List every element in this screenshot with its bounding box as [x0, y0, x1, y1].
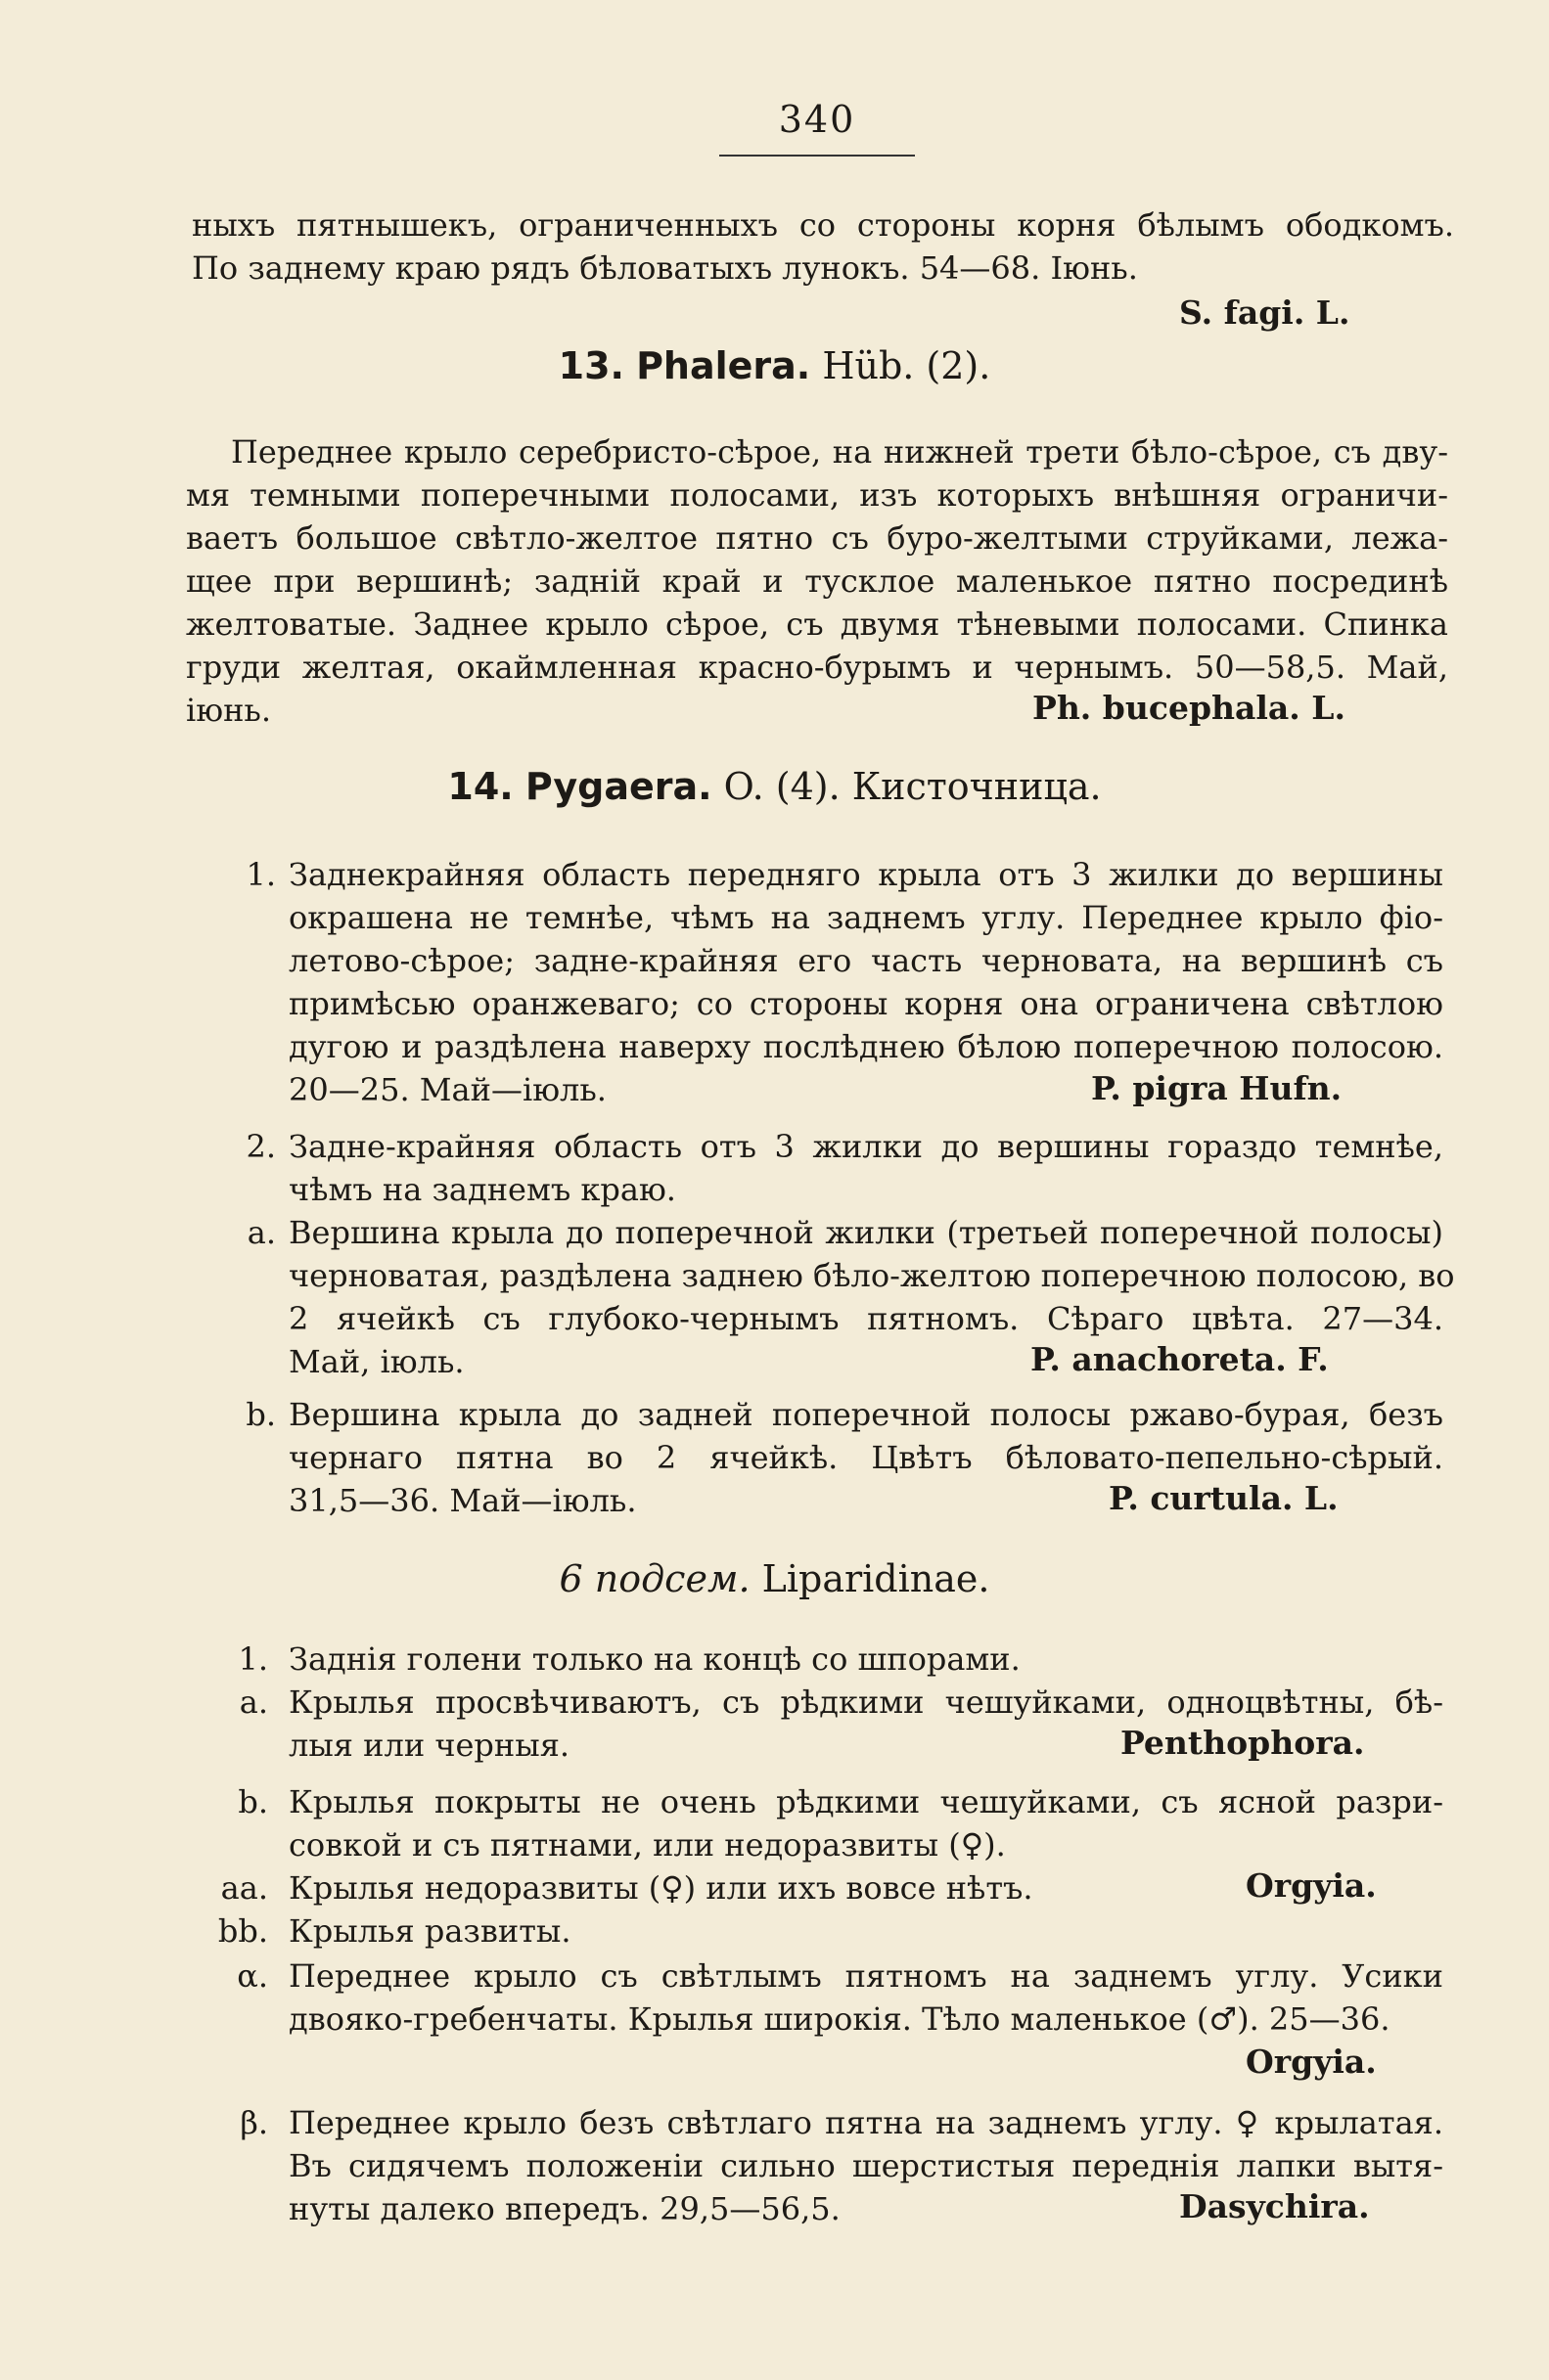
key-number: 1.	[238, 1640, 268, 1678]
species-name: P. pigra Hufn.	[1091, 1069, 1343, 1107]
text-line: Заднекрайняя область передняго крыла отъ 3 жилки до вершины	[289, 856, 1443, 893]
text-line: дугою и раздѣлена наверху послѣднею бѣлою поперечною полосою.	[289, 1028, 1443, 1065]
text-line: По заднему краю рядъ бѣловатыхъ лунокъ. 54—68. Іюнь.	[192, 249, 1138, 287]
key-number: β.	[240, 2104, 268, 2141]
phalera-description	[186, 430, 1448, 732]
text-line: іюнь.	[186, 692, 272, 729]
text-line: черноватая, раздѣлена заднею бѣло-желтою поперечною полосою, во	[289, 1257, 1455, 1294]
text-line: нуты далеко впередъ. 29,5—56,5.	[289, 2190, 841, 2227]
text-line: Крылья покрыты не очень рѣдкими чешуйками, съ ясной разри-	[289, 1783, 1443, 1820]
species-name: P. curtula. L.	[1109, 1479, 1339, 1517]
text-line: летово-сѣрое; задне-крайняя его часть черновата, на вершинѣ съ	[289, 942, 1443, 979]
genus-authority: O. (4). Кисточница.	[723, 765, 1102, 808]
text-line: чернаго пятна во 2 ячейкѣ. Цвѣтъ бѣловато-пепельно-сѣрый.	[289, 1439, 1443, 1476]
intro-paragraph	[192, 203, 1454, 290]
key-entry	[289, 1954, 1443, 2041]
subfamily-heading	[0, 1557, 1549, 1600]
key-number: b.	[246, 1396, 276, 1433]
text-line: примѣсью оранжеваго; со стороны корня она ограничена свѣтлою	[289, 985, 1443, 1022]
page-number: 340	[778, 98, 856, 141]
text-line: Переднее крыло серебристо-сѣрое, на нижней трети бѣло-сѣрое, съ дву-	[231, 433, 1448, 471]
text-line: чѣмъ на заднемъ краю.	[289, 1171, 676, 1208]
text-line: Переднее крыло съ свѣтлымъ пятномъ на заднемъ углу. Усики	[289, 1957, 1443, 1995]
key-number: 2.	[246, 1128, 276, 1165]
genus-name: Penthophora.	[1120, 1724, 1365, 1762]
key-entry	[289, 1780, 1443, 1866]
genus-name: Dasychira.	[1179, 2187, 1370, 2225]
text-line: Заднія голени только на концѣ со шпорами.	[289, 1640, 1021, 1678]
text-line: Задне-крайняя область отъ 3 жилки до вершины гораздо темнѣе,	[289, 1128, 1443, 1165]
text-line: груди желтая, окаймленная красно-бурымъ и чернымъ. 50—58,5. Май,	[186, 649, 1448, 686]
subfamily-number: 6 подсем.	[559, 1557, 751, 1600]
text-line: Май, іюль.	[289, 1343, 465, 1380]
text-line: двояко-гребенчаты. Крылья широкія. Тѣло маленькое (♂). 25—36.	[289, 2000, 1390, 2038]
text-line: лыя или черныя.	[289, 1727, 570, 1764]
genus-name: Phalera.	[636, 344, 811, 387]
text-line: 2 ячейкѣ съ глубоко-чернымъ пятномъ. Сѣраго цвѣта. 27—34.	[289, 1300, 1443, 1337]
text-line: Крылья просвѣчиваютъ, съ рѣдкими чешуйками, одноцвѣтны, бѣ-	[289, 1684, 1443, 1721]
genus-heading-phalera	[0, 344, 1549, 387]
text-line: 20—25. Май—іюль.	[289, 1071, 607, 1108]
text-line: ныхъ пятнышекъ, ограниченныхъ со стороны корня бѣлымъ ободкомъ.	[192, 206, 1454, 244]
text-line: желтоватые. Заднее крыло сѣрое, съ двумя тѣневыми полосами. Спинка	[186, 606, 1448, 643]
text-line: мя темными поперечными полосами, изъ которыхъ внѣшняя ограничи-	[186, 476, 1448, 514]
genus-authority: Hüb. (2).	[822, 344, 991, 387]
key-number: aa.	[220, 1869, 268, 1907]
text-line: совкой и съ пятнами, или недоразвиты (♀).	[289, 1826, 1006, 1864]
genus-number: 13.	[558, 344, 624, 387]
key-number: a.	[247, 1214, 276, 1251]
genus-name: Orgyia.	[1246, 2043, 1377, 2081]
key-entry	[289, 1125, 1443, 1211]
genus-number: 14.	[447, 765, 514, 808]
key-entry	[289, 1909, 1443, 1953]
text-line: ваетъ большое свѣтло-желтое пятно съ буро-желтыми струйками, лежа-	[186, 519, 1448, 557]
page-number-rule	[719, 155, 915, 157]
key-number: a.	[239, 1684, 268, 1721]
genus-heading-pygaera	[0, 765, 1549, 808]
species-name: S. fagi. L.	[1179, 293, 1350, 332]
key-number: bb.	[217, 1912, 268, 1950]
text-line: Вершина крыла до задней поперечной полосы ржаво-бурая, безъ	[289, 1396, 1443, 1433]
subfamily-name: Liparidinae.	[761, 1557, 990, 1600]
key-number: b.	[238, 1783, 268, 1820]
text-line: Вершина крыла до поперечной жилки (третьей поперечной полосы)	[289, 1214, 1443, 1251]
text-line: Въ сидячемъ положеніи сильно шерстистыя переднія лапки вытя-	[289, 2147, 1443, 2184]
text-line: 31,5—36. Май—іюль.	[289, 1482, 637, 1519]
text-line: Крылья недоразвиты (♀) или ихъ вовсе нѣтъ.	[289, 1869, 1033, 1907]
text-line: щее при вершинѣ; задній край и тусклое маленькое пятно посрединѣ	[186, 562, 1448, 600]
species-name: Ph. bucephala. L.	[1032, 689, 1345, 727]
key-number: 1.	[246, 856, 276, 893]
species-name: P. anachoreta. F.	[1030, 1340, 1329, 1378]
key-number: α.	[237, 1957, 268, 1995]
text-line: Крылья развиты.	[289, 1912, 571, 1950]
text-line: окрашена не темнѣе, чѣмъ на заднемъ углу. Переднее крыло фіо-	[289, 899, 1443, 936]
key-entry	[289, 1638, 1443, 1681]
genus-name: Pygaera.	[524, 765, 712, 808]
text-line: Переднее крыло безъ свѣтлаго пятна на заднемъ углу. ♀ крылатая.	[289, 2104, 1443, 2141]
genus-name: Orgyia.	[1246, 1866, 1377, 1905]
